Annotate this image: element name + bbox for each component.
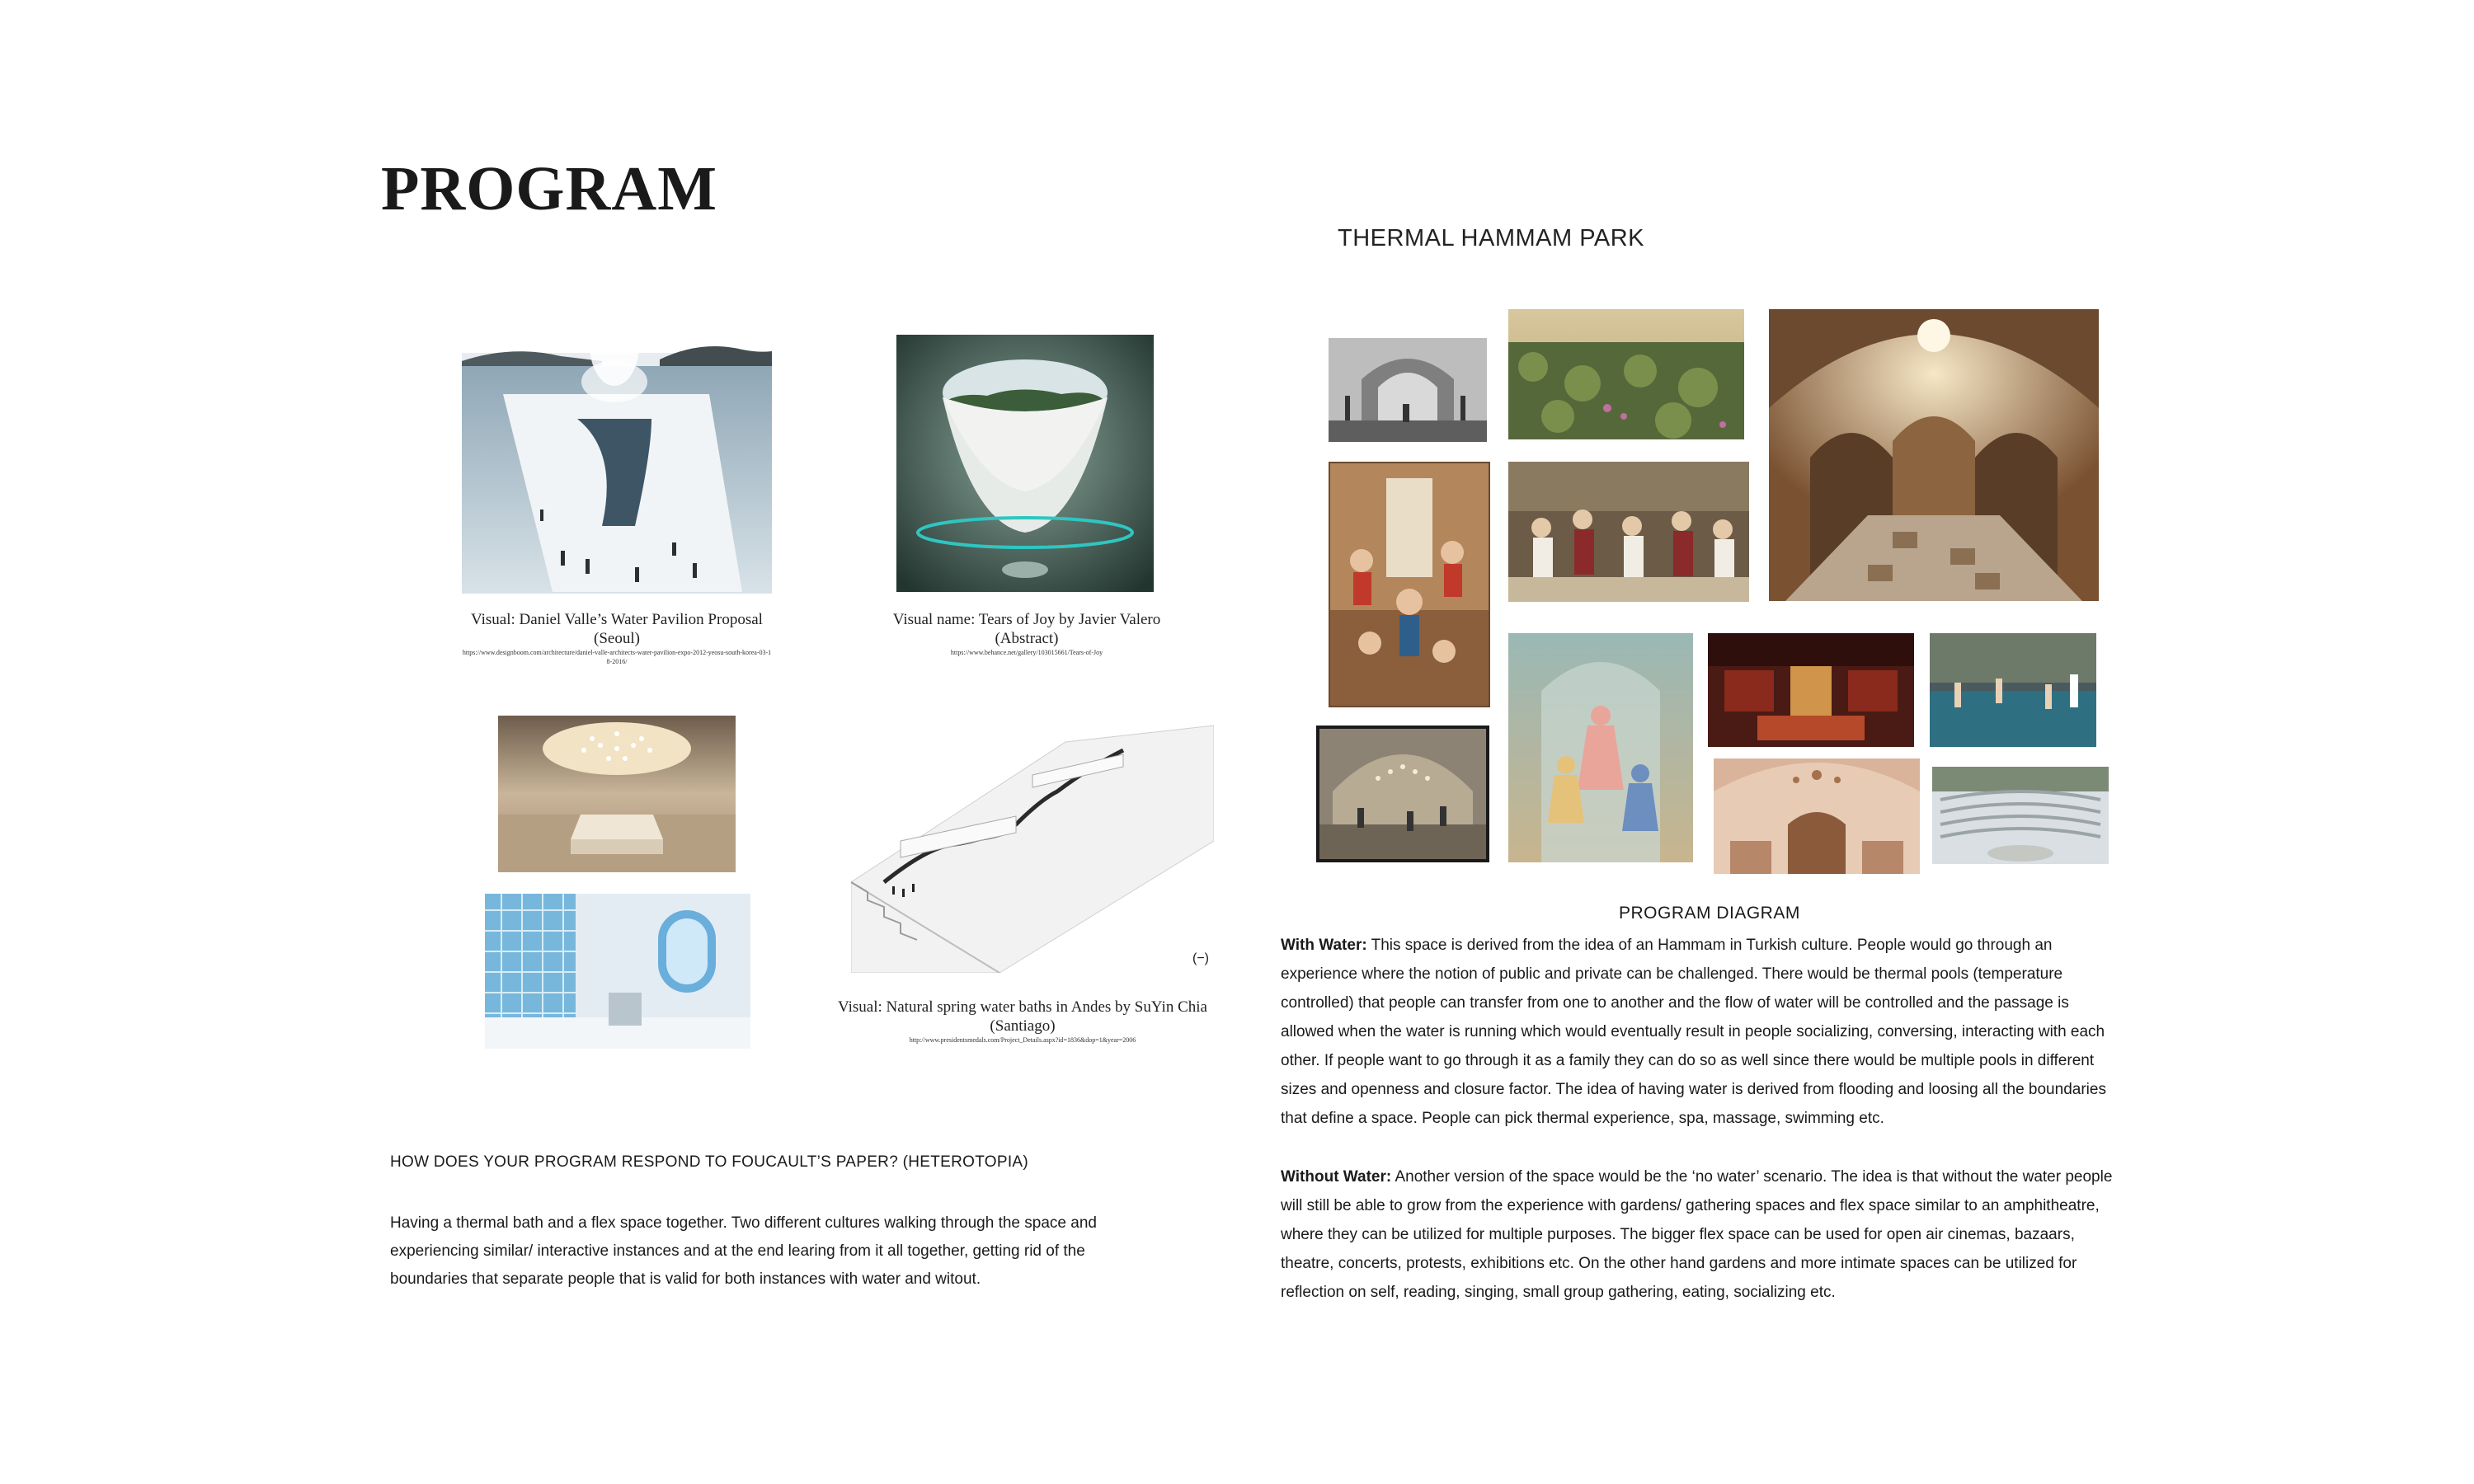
caption-title: Visual: Natural spring water baths in Andes by SuYin Chia (Santiago) <box>838 998 1207 1035</box>
hammam-dome-image <box>498 716 736 872</box>
red-interior-image <box>1708 633 1914 747</box>
foucault-question: HOW DOES YOUR PROGRAM RESPOND TO FOUCAULT’S PAPER? (HETEROTOPIA) <box>390 1153 1029 1171</box>
with-water-label: With Water: <box>1281 937 1367 954</box>
without-water-label: Without Water: <box>1281 1168 1392 1186</box>
caption-url[interactable]: https://www.behance.net/gallery/103015661/Tears-of-Joy <box>950 649 1103 656</box>
dome-engraving-image <box>1316 726 1489 862</box>
page-title: PROGRAM <box>381 154 718 223</box>
garden-image <box>1508 309 1744 439</box>
hammam-engraving-image <box>1329 338 1487 442</box>
caption-tears-of-joy <box>870 610 1183 657</box>
without-water-paragraph <box>1281 1162 2114 1307</box>
with-water-paragraph <box>1281 931 2114 1133</box>
feast-painting-image <box>1508 462 1749 602</box>
caption-andes-baths <box>804 998 1241 1045</box>
water-pavilion-image <box>462 303 772 594</box>
section-subtitle: THERMAL HAMMAM PARK <box>1338 225 1645 251</box>
caption-water-pavilion <box>462 610 772 666</box>
tears-of-joy-image <box>896 335 1154 592</box>
andes-baths-image <box>851 676 1214 973</box>
amphitheatre-image <box>1932 767 2109 864</box>
without-water-text: Another version of the space would be the ‘no water’ scenario. The idea is that without the water people will still be able to grow from the experience with gardens/ gathering spaces and flex space similar to an amphitheatre, where they can be utilized for multiple purposes. The bigger flex space can be used for open air cinemas, bazaars, theatre, concerts, protests, exhibitions etc. On the other hand gardens and more intimate spaces can be utilized for reflection on self, reading, singing, small group gathering, eating, socializing etc. <box>1281 1168 2113 1301</box>
caption-title: Visual: Daniel Valle’s Water Pavilion Proposal (Seoul) <box>471 611 763 647</box>
hammam-hall-image <box>1769 309 2099 601</box>
page-number: (−) <box>1192 951 1209 965</box>
foucault-answer: Having a thermal bath and a flex space together. Two different cultures walking through the space and experiencing similar/ interactive instances and at the end learing from it all together, getting rid of the boundaries that separate people that is valid for both instances with water and witout. <box>390 1214 1097 1288</box>
ornate-bath-image <box>1714 758 1920 874</box>
dancers-painting-image <box>1508 633 1693 862</box>
caption-title: Visual name: Tears of Joy by Javier Valero (Abstract) <box>892 611 1161 647</box>
bathers-painting-image <box>1329 462 1490 707</box>
program-diagram-label: PROGRAM DIAGRAM <box>1619 904 1800 923</box>
caption-url[interactable]: http://www.presidentsmedals.com/Project_Details.aspx?id=1836&dop=1&year=2006 <box>909 1036 1136 1044</box>
blue-tile-bath-image <box>485 894 750 1049</box>
caption-url[interactable]: https://www.designboom.com/architecture/daniel-valle-architects-water-pavilion-expo-2012-yeosu-south-korea-03-18-2016/ <box>462 649 772 665</box>
pool-painting-image <box>1930 633 2096 747</box>
with-water-text: This space is derived from the idea of an Hammam in Turkish culture. People would go through an experience where the notion of public and private can be challenged. There would be thermal pools (temperature controlled) that people can transfer from one to another and the flow of water will be controlled and the passage is allowed when the water is running which would eventually result in people socializing, conversing, interacting with each other. If people want to go through it as a family they can do so as well since there would be multiple pools in different sizes and openness and closure factor. The idea of having water is derived from flooding and loosing all the boundaries that define a space. People can pick thermal experience, spa, massage, swimming etc. <box>1281 937 2106 1127</box>
